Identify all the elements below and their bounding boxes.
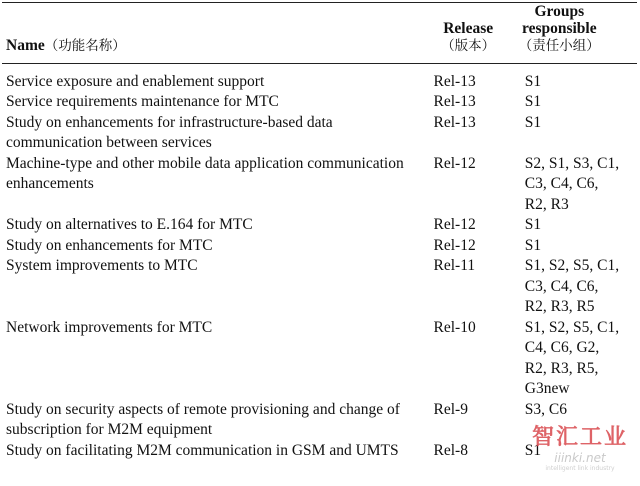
groups-header-cn: （责任小组）: [518, 38, 600, 54]
groups-value: S1, S2, S5, C1, C4, C6, G2, R2, R3, R5, G3new: [524, 318, 620, 397]
groups-value: S1: [524, 113, 542, 131]
feature-name: Service exposure and enablement support: [6, 72, 265, 90]
groups-value: S1: [524, 72, 542, 90]
release-header-label: Release: [443, 20, 494, 37]
groups-value: S2, S1, S3, C1, C3, C4, C6, R2, R3: [524, 154, 620, 213]
release-value: Rel-13: [433, 72, 476, 90]
release-value: Rel-12: [433, 154, 476, 172]
table-row: [2, 113, 637, 154]
release-value: Rel-10: [433, 318, 476, 336]
table-row: [2, 92, 637, 113]
groups-header-label-2: responsible: [521, 20, 597, 37]
watermark-site: iiinki.net: [554, 451, 606, 465]
feature-name: Service requirements maintenance for MTC: [6, 93, 279, 110]
groups-header-label-1: Groups: [534, 3, 585, 20]
groups-value: S3, C6: [524, 400, 568, 418]
release-value: Rel-11: [433, 257, 476, 274]
release-column-header: [422, 3, 515, 64]
release-value: Rel-9: [433, 400, 468, 418]
watermark-logo: [532, 420, 628, 472]
feature-name: Machine-type and other mobile data application communication enhancements: [6, 154, 404, 192]
groups-value: S1: [524, 441, 542, 459]
release-value: Rel-13: [433, 113, 476, 131]
feature-name: Study on security aspects of remote provisioning and change of subscription for M2M equipment: [6, 400, 400, 438]
name-column-header: [2, 3, 422, 64]
groups-value: S1: [524, 236, 542, 254]
release-value: Rel-12: [433, 216, 476, 233]
watermark-subtitle: intelligent link industry: [545, 465, 615, 472]
feature-name: Study on enhancements for MTC: [6, 236, 213, 254]
table-row: [2, 256, 637, 318]
table-row: [2, 236, 637, 257]
groups-value: S1, S2, S5, C1, C3, C4, C6, R2, R3, R5: [524, 257, 620, 315]
watermark-title: 智汇工业: [531, 425, 628, 450]
feature-name: Study on facilitating M2M communication in GSM and UMTS: [6, 441, 399, 459]
feature-name: System improvements to MTC: [6, 257, 198, 274]
name-header-label: Name: [6, 37, 45, 54]
table-row: [2, 154, 637, 216]
groups-value: S1: [524, 93, 542, 110]
name-header-cn: （功能名称）: [44, 38, 126, 54]
release-header-cn: （版本）: [441, 38, 496, 54]
table-header-row: [2, 3, 637, 64]
release-value: Rel-13: [433, 93, 476, 110]
table-row: [2, 215, 637, 236]
mtc-features-table: [2, 2, 637, 461]
feature-name: Study on enhancements for infrastructure-based data communication between services: [6, 113, 333, 151]
table-row: [2, 318, 637, 400]
groups-column-header: [515, 3, 637, 64]
release-value: Rel-8: [433, 441, 468, 459]
table-row: [2, 63, 637, 92]
groups-value: S1: [524, 216, 542, 233]
feature-name: Study on alternatives to E.164 for MTC: [6, 216, 253, 233]
feature-name: Network improvements for MTC: [6, 318, 213, 336]
release-value: Rel-12: [433, 236, 476, 254]
